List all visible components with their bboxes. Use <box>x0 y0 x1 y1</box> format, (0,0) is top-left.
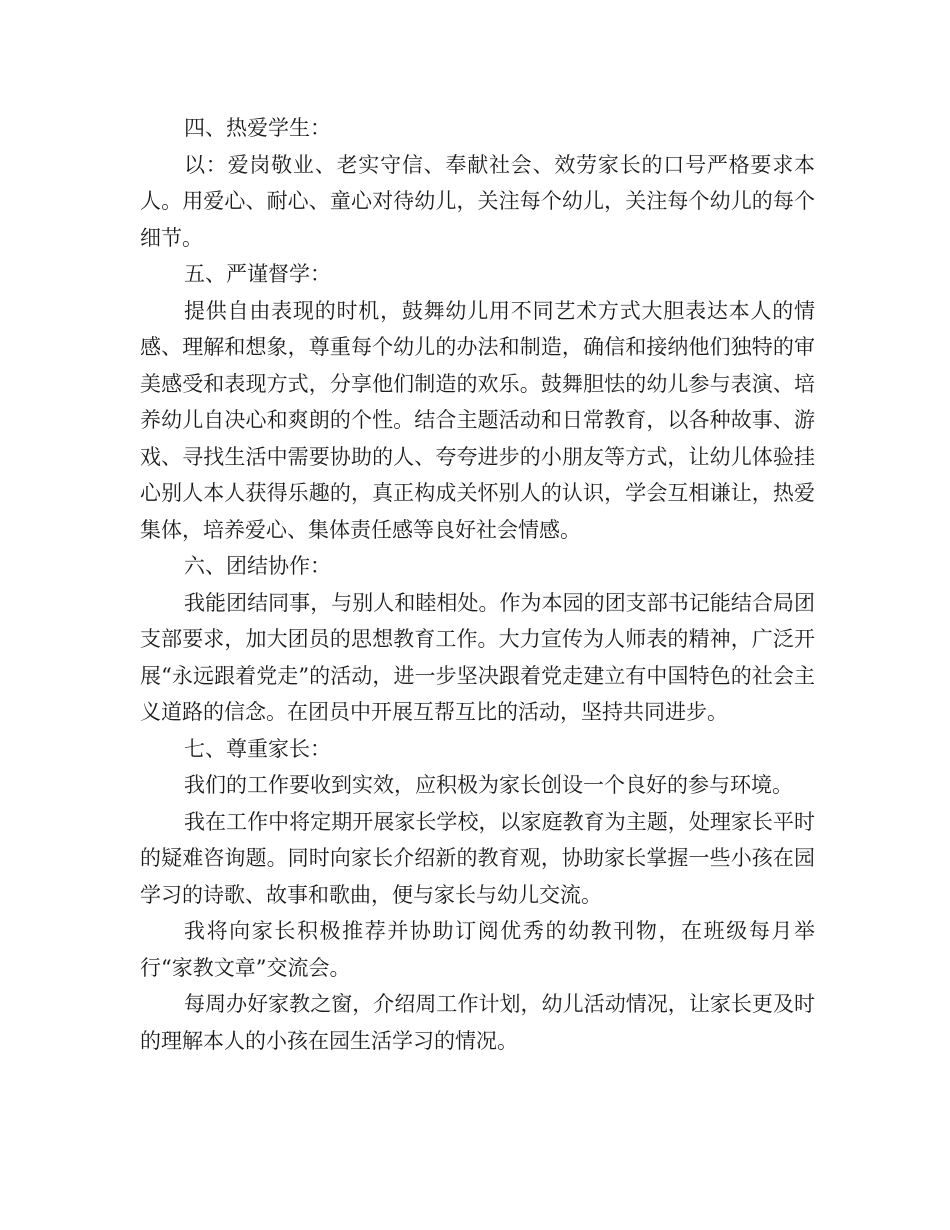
paragraph: 每周办好家教之窗，介绍周工作计划，幼儿活动情况，让家长更及时的理解本人的小孩在园生活学习的情况。 <box>140 992 815 1053</box>
paragraph: 我将向家长积极推荐并协助订阅优秀的幼教刊物，在班级每月举行“家教文章”交流会。 <box>140 919 815 980</box>
paragraph: 我们的工作要收到实效，应积极为家长创设一个良好的参与环境。 <box>184 773 793 797</box>
section-heading: 七、尊重家长： <box>184 736 331 761</box>
section-heading: 六、团结协作： <box>184 554 331 578</box>
paragraph: 我在工作中将定期开展家长学校，以家庭教育为主题，处理家长平时的疑难咨询题。同时向家长介绍新的教育观，协助家长掌握一些小孩在园学习的诗歌、故事和歌曲，便与家长与幼儿交流。 <box>140 809 815 907</box>
document-body <box>140 110 815 1059</box>
paragraph: 提供自由表现的时机，鼓舞幼儿用不同艺术方式大胆表达本人的情感、理解和想象，尊重每个幼儿的办法和制造，确信和接纳他们独特的审美感受和表现方式，分享他们制造的欢乐。鼓舞胆怯的幼儿参与表演、培养幼儿自决心和爽朗的个性。结合主题活动和日常教育，以各种故事、游戏、寻找生活中需要协助的人、夸夸进步的小朋友等方式，让幼儿体验挂心别人本人获得乐趣的，真正构成关怀别人的认识，学会互相谦让，热爱集体，培养爱心、集体责任感等良好社会情感。 <box>140 298 815 542</box>
section-heading: 四、热爱学生： <box>184 116 331 140</box>
paragraph: 以：爱岗敬业、老实守信、奉献社会、效劳家长的口号严格要求本人。用爱心、耐心、童心对待幼儿，关注每个幼儿，关注每个幼儿的每个细节。 <box>140 152 815 250</box>
paragraph: 我能团结同事，与别人和睦相处。作为本园的团支部书记能结合局团支部要求，加大团员的思想教育工作。大力宣传为人师表的精神，广泛开展“永远跟着党走”的活动，进一步坚决跟着党走建立有中国特色的社会主义道路的信念。在团员中开展互帮互比的活动，坚持共同进步。 <box>140 590 815 724</box>
section-heading: 五、严谨督学： <box>184 262 331 286</box>
